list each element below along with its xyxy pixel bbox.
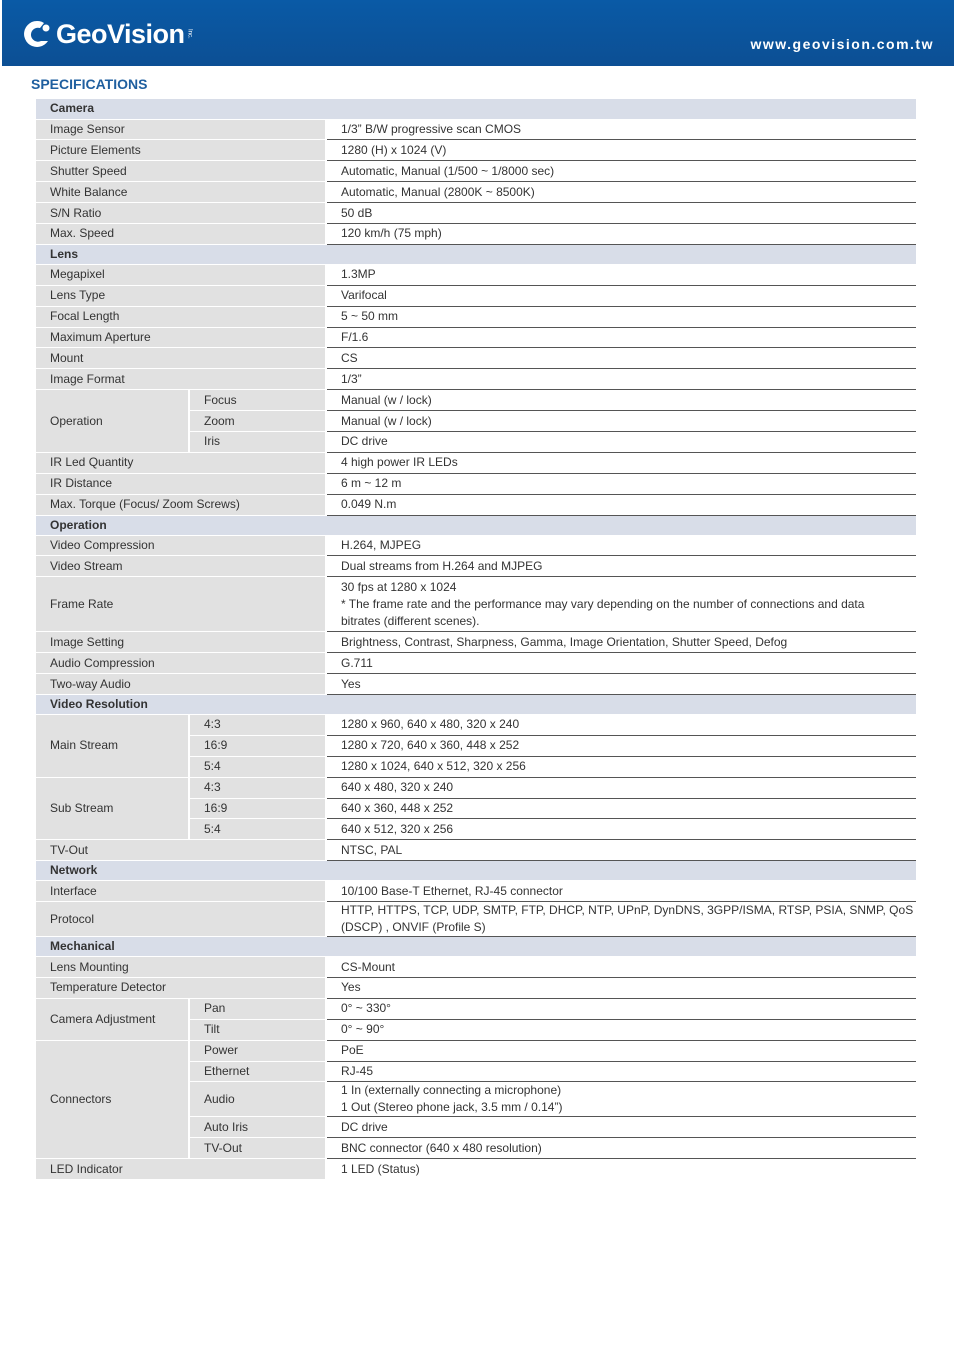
section-row xyxy=(36,244,916,264)
spec-label: LED Indicator xyxy=(36,1159,326,1180)
spec-value: 1280 x 960, 640 x 480, 320 x 240 xyxy=(326,714,916,735)
spec-sublabel: Focus xyxy=(189,390,326,411)
section-row xyxy=(36,861,916,881)
brand-suffix: Inc. xyxy=(186,29,193,39)
spec-label: Mount xyxy=(36,348,326,369)
table-row xyxy=(36,285,916,306)
spec-label: TV-Out xyxy=(36,840,326,861)
table-row xyxy=(36,902,916,937)
spec-value: 1280 (H) x 1024 (V) xyxy=(326,140,916,161)
spec-label: Image Setting xyxy=(36,632,326,653)
spec-label: Frame Rate xyxy=(36,577,326,632)
spec-label: Sub Stream xyxy=(36,777,189,840)
table-row xyxy=(36,556,916,577)
spec-label: Connectors xyxy=(36,1040,189,1159)
spec-value: 1280 x 1024, 640 x 512, 320 x 256 xyxy=(326,756,916,777)
table-row xyxy=(36,348,916,369)
page-header xyxy=(2,0,954,66)
section-header-mechanical: Mechanical xyxy=(36,937,916,957)
table-row xyxy=(36,978,916,999)
website-url[interactable]: www.geovision.com.tw xyxy=(750,36,934,52)
spec-label: Lens Type xyxy=(36,285,326,306)
spec-label: Temperature Detector xyxy=(36,978,326,999)
spec-value: 50 dB xyxy=(326,203,916,224)
spec-sublabel: TV-Out xyxy=(189,1138,326,1159)
protocol-line-2: (DSCP) , ONVIF (Profile S) xyxy=(341,920,486,935)
section-row xyxy=(36,694,916,714)
spec-value: 0° ~ 90° xyxy=(326,1019,916,1040)
spec-value: Brightness, Contrast, Sharpness, Gamma, Image Orientation, Shutter Speed, Defog xyxy=(326,632,916,653)
spec-value: F/1.6 xyxy=(326,327,916,348)
table-row xyxy=(36,840,916,861)
spec-value: Automatic, Manual (1/500 ~ 1/8000 sec) xyxy=(326,161,916,182)
spec-value: 0° ~ 330° xyxy=(326,998,916,1019)
spec-label: Operation xyxy=(36,390,189,453)
table-row xyxy=(36,203,916,224)
section-header-video-resolution: Video Resolution xyxy=(36,694,916,714)
spec-value xyxy=(326,1082,916,1117)
protocol-line-1: HTTP, HTTPS, TCP, UDP, SMTP, FTP, DHCP, NTP, UPnP, DynDNS, 3GPP/ISMA, RTSP, PSIA, SNMP, QoS xyxy=(341,903,914,918)
spec-sublabel: Power xyxy=(189,1040,326,1061)
spec-label: Focal Length xyxy=(36,306,326,327)
spec-value: DC drive xyxy=(326,1117,916,1138)
spec-value: DC drive xyxy=(326,431,916,452)
audio-line-2: 1 Out (Stereo phone jack, 3.5 mm / 0.14”) xyxy=(341,1100,563,1115)
table-row xyxy=(36,452,916,473)
table-row xyxy=(36,777,916,798)
section-header-operation: Operation xyxy=(36,515,916,535)
table-row xyxy=(36,306,916,327)
specifications-table xyxy=(36,99,916,1180)
table-row xyxy=(36,473,916,494)
table-row xyxy=(36,140,916,161)
spec-value: Yes xyxy=(326,674,916,695)
spec-sublabel: Pan xyxy=(189,998,326,1019)
spec-value: RJ-45 xyxy=(326,1061,916,1082)
spec-label: Max. Torque (Focus/ Zoom Screws) xyxy=(36,494,326,515)
spec-value: 1/3” xyxy=(326,369,916,390)
spec-sublabel: Auto Iris xyxy=(189,1117,326,1138)
spec-sublabel: 5:4 xyxy=(189,819,326,840)
table-row xyxy=(36,998,916,1019)
spec-label: Max. Speed xyxy=(36,223,326,244)
spec-sublabel: 5:4 xyxy=(189,756,326,777)
spec-value: PoE xyxy=(326,1040,916,1061)
spec-label: Shutter Speed xyxy=(36,161,326,182)
section-header-camera: Camera xyxy=(36,99,916,119)
spec-value: Manual (w / lock) xyxy=(326,411,916,432)
spec-value: CS xyxy=(326,348,916,369)
table-row xyxy=(36,119,916,140)
spec-sublabel: Ethernet xyxy=(189,1061,326,1082)
spec-value: 10/100 Base-T Ethernet, RJ-45 connector xyxy=(326,881,916,902)
table-row xyxy=(36,182,916,203)
section-row xyxy=(36,99,916,119)
spec-label: White Balance xyxy=(36,182,326,203)
spec-value: BNC connector (640 x 480 resolution) xyxy=(326,1138,916,1159)
spec-label: Camera Adjustment xyxy=(36,998,189,1040)
spec-value xyxy=(326,577,916,632)
table-row xyxy=(36,653,916,674)
page-title: SPECIFICATIONS xyxy=(31,76,148,92)
spec-value: Automatic, Manual (2800K ~ 8500K) xyxy=(326,182,916,203)
spec-label: Protocol xyxy=(36,902,326,937)
spec-value: G.711 xyxy=(326,653,916,674)
spec-value: 640 x 360, 448 x 252 xyxy=(326,798,916,819)
table-row xyxy=(36,1159,916,1180)
table-row xyxy=(36,535,916,556)
brand-name: GeoVision xyxy=(56,18,185,49)
spec-value: 1/3” B/W progressive scan CMOS xyxy=(326,119,916,140)
table-row xyxy=(36,390,916,411)
spec-value: CS-Mount xyxy=(326,957,916,978)
spec-label: IR Distance xyxy=(36,473,326,494)
spec-sublabel: Tilt xyxy=(189,1019,326,1040)
table-row xyxy=(36,957,916,978)
spec-value: 6 m ~ 12 m xyxy=(326,473,916,494)
table-row xyxy=(36,881,916,902)
table-row xyxy=(36,577,916,632)
spec-value: H.264, MJPEG xyxy=(326,535,916,556)
spec-sublabel: Iris xyxy=(189,431,326,452)
spec-value: Yes xyxy=(326,978,916,999)
spec-value: 640 x 512, 320 x 256 xyxy=(326,819,916,840)
spec-sublabel: 16:9 xyxy=(189,798,326,819)
table-row xyxy=(36,264,916,285)
spec-label: Two-way Audio xyxy=(36,674,326,695)
spec-label: Audio Compression xyxy=(36,653,326,674)
table-row xyxy=(36,327,916,348)
spec-value: 5 ~ 50 mm xyxy=(326,306,916,327)
spec-label: Interface xyxy=(36,881,326,902)
section-row xyxy=(36,937,916,957)
spec-value: 1280 x 720, 640 x 360, 448 x 252 xyxy=(326,735,916,756)
spec-value: 640 x 480, 320 x 240 xyxy=(326,777,916,798)
spec-value: Manual (w / lock) xyxy=(326,390,916,411)
spec-label: Video Compression xyxy=(36,535,326,556)
spec-value: 120 km/h (75 mph) xyxy=(326,223,916,244)
spec-label: Main Stream xyxy=(36,714,189,777)
spec-label: Maximum Aperture xyxy=(36,327,326,348)
geovision-logo-icon xyxy=(20,17,54,51)
spec-value: 1 LED (Status) xyxy=(326,1159,916,1180)
frame-rate-line-2: * The frame rate and the performance may vary depending on the number of connections and data xyxy=(341,596,865,611)
table-row xyxy=(36,674,916,695)
geovision-logo xyxy=(20,14,193,54)
table-row xyxy=(36,714,916,735)
section-row xyxy=(36,515,916,535)
spec-sublabel: 16:9 xyxy=(189,735,326,756)
spec-label: Lens Mounting xyxy=(36,957,326,978)
spec-label: Video Stream xyxy=(36,556,326,577)
spec-sublabel: Audio xyxy=(189,1082,326,1117)
spec-label: Picture Elements xyxy=(36,140,326,161)
spec-label: Image Sensor xyxy=(36,119,326,140)
spec-sublabel: Zoom xyxy=(189,411,326,432)
table-row xyxy=(36,369,916,390)
spec-label: Megapixel xyxy=(36,264,326,285)
spec-label: S/N Ratio xyxy=(36,203,326,224)
spec-value: Dual streams from H.264 and MJPEG xyxy=(326,556,916,577)
spec-sublabel: 4:3 xyxy=(189,714,326,735)
table-row xyxy=(36,1040,916,1061)
spec-sublabel: 4:3 xyxy=(189,777,326,798)
spec-value: 1.3MP xyxy=(326,264,916,285)
table-row xyxy=(36,223,916,244)
spec-value: Varifocal xyxy=(326,285,916,306)
table-row xyxy=(36,494,916,515)
spec-label: IR Led Quantity xyxy=(36,452,326,473)
frame-rate-line-1: 30 fps at 1280 x 1024 xyxy=(341,579,457,594)
section-header-lens: Lens xyxy=(36,244,916,264)
spec-value: 0.049 N.m xyxy=(326,494,916,515)
audio-line-1: 1 In (externally connecting a microphone) xyxy=(341,1083,562,1098)
spec-value: NTSC, PAL xyxy=(326,840,916,861)
section-header-network: Network xyxy=(36,861,916,881)
table-row xyxy=(36,161,916,182)
frame-rate-line-3: bitrates (different scenes). xyxy=(341,613,480,628)
spec-label: Image Format xyxy=(36,369,326,390)
spec-value: 4 high power IR LEDs xyxy=(326,452,916,473)
table-row xyxy=(36,632,916,653)
spec-value xyxy=(326,902,916,937)
